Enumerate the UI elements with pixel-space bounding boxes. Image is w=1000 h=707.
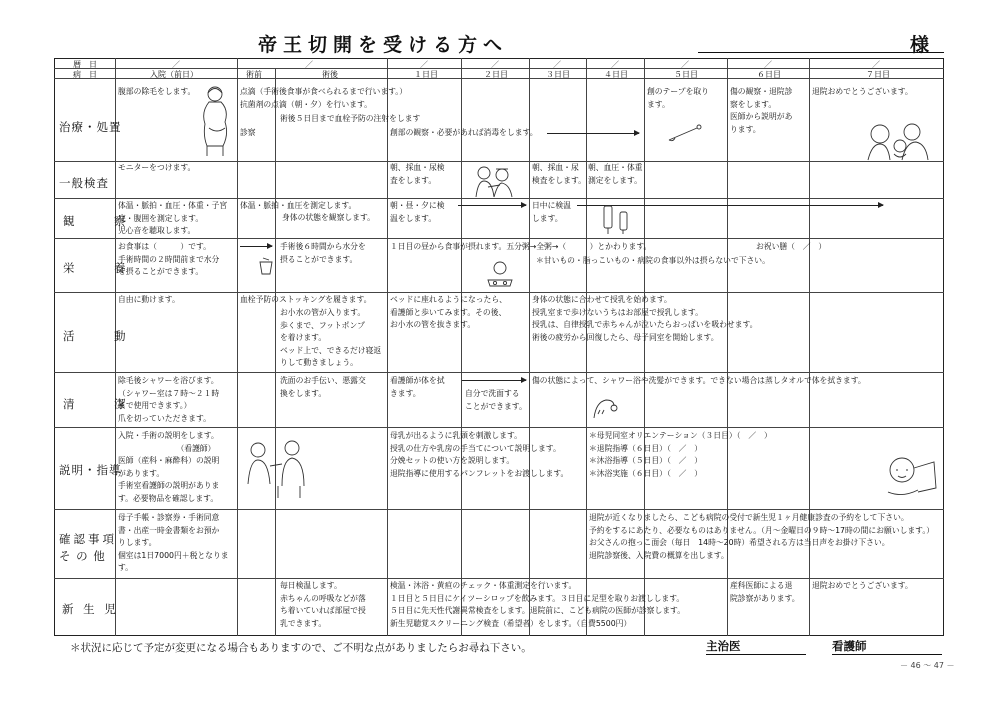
observation-admission-text: 体温・脈拍・血圧・体重・子宮 底・腹囲を測定します。 児心音を聴取します。: [118, 201, 228, 236]
continuation-arrow: [240, 246, 272, 247]
date-slash: ／: [491, 60, 499, 69]
column-divider: [387, 58, 388, 636]
column-divider: [529, 58, 530, 636]
doctor-explanation-illustration: [242, 436, 314, 500]
explanation-day1-text: 母乳が出るように乳頭を刺激します。 授乳の仕方や乳房の手当てについて説明します。 分娩セットの使い方を説明します。 退院指導に使用するパンフレットをお渡しします。: [390, 431, 569, 478]
category-observation: 観 察: [63, 214, 140, 228]
activity-preop-text: 血栓予防のストッキングを履きます。: [240, 295, 372, 304]
nutrition-admission-text: お食事は（ ）です。 手術時間の２時間前まで水分 を摂ることができます。: [118, 242, 220, 277]
row-divider: [54, 509, 944, 510]
date-slash: ／: [764, 60, 772, 69]
continuation-arrow: [547, 133, 639, 134]
nutrition-postop-text: 手術後６時間から水分を 摂ることができます。: [280, 242, 366, 264]
category-exam: 一般検査: [59, 176, 109, 190]
hygiene-day1-text: 看護師が体を拭 きます。: [390, 376, 445, 398]
footer-note: ＊状況に応じて予定が変更になる場合もありますので、ご不明な点がありましたらお尋ね下さい。: [70, 642, 532, 654]
thermometer-illustration: [665, 124, 705, 144]
treatment-preop-text: 診察: [240, 128, 256, 137]
nutrition-note: ＊甘いもの・脂っこいもの・病院の食事以外は摂らないで下さい。: [536, 256, 770, 265]
treatment-day7-text: 退院おめでとうございます。: [812, 87, 913, 96]
drip-infusion-illustration: [600, 204, 636, 236]
hygiene-postop-text: 洗面のお手伝い、悪露交 換をします。: [280, 376, 366, 398]
treatment-day1-text: 創部の観察・必要があれば消毒をします。: [390, 128, 538, 137]
cup-illustration: [258, 256, 274, 276]
hygiene-admission-text: 除毛後シャワーを浴びます。 （シャワー室は７時～２１時 まで使用できます。） 爪を切っていただきます。: [118, 376, 220, 423]
exam-admission-text: モニターをつけます。: [118, 163, 196, 172]
date-slash: ／: [681, 60, 689, 69]
column-divider: [461, 58, 462, 636]
day-6: ６日目: [757, 70, 781, 79]
row-divider: [54, 292, 944, 293]
newborn-baby-illustration: [878, 452, 940, 500]
category-nutrition: 栄 養: [63, 261, 140, 275]
treatment-admission-text: 腹部の除毛をします。: [118, 87, 196, 96]
pregnant-woman-illustration: [195, 84, 235, 158]
treatment-day6-text: 傷の観察・退院診 察をします。 医師から説明があ ります。: [730, 87, 793, 134]
observation-day3-text: 日中に検温 します。: [532, 201, 571, 223]
category-confirm: 確認事項: [59, 532, 117, 546]
treatment-day5-text: 創のテープを取り ます。: [647, 87, 709, 109]
day-7: ７日目: [866, 70, 890, 79]
day-preop: 術前: [246, 70, 262, 79]
day-1: １日目: [414, 70, 438, 79]
date-slash: ／: [553, 60, 561, 69]
column-divider: [586, 58, 587, 636]
row-divider: [54, 238, 944, 239]
day-postop: 術後: [322, 70, 338, 79]
row-divider: [54, 578, 944, 579]
explanation-admission-text: 入院・手術の説明をします。 （看護師） 医師（産科・麻酔科）の説明 があります。 手術室看護師の説明がありま す。必要物品を確認します。: [118, 431, 220, 503]
activity-postop-text: お小水の管が入ります。 歩くまで、フットポンプ を着けます。 ベッド上で、できるだけ寝返 りして動きましょう。: [280, 308, 382, 368]
newborn-day1-text: 検温・沐浴・黄疸のチェック・体重測定を行います。 １日目と５日目にケイツーシロップを飲みます。３日目に足型を取りお渡しします。 ５日目に先天性代謝異常検査をします。退院前に、こども病院の医師が診察します。 新生児聴覚スクリーニング検査（希望者）をします。（自費5500円）: [390, 581, 686, 628]
day-4: ４日目: [604, 70, 628, 79]
nurse-blood-test-illustration: [472, 163, 514, 198]
day-2: ２日目: [484, 70, 508, 79]
confirm-admission-text: 母子手帳・診察券・手術同意 書・出産一時金書類をお預か りします。 個室は1日7000円＋税となりま す。: [118, 513, 229, 573]
family-illustration: [860, 120, 936, 160]
category-explanation: 説明・指導: [59, 463, 122, 477]
doctor-signature-line: [706, 654, 806, 655]
date-slash: ／: [305, 60, 313, 69]
nutrition-day1-text: １日目の昼から食事が摂れます。五分粥→全粥→（ ）とかわります。: [390, 242, 652, 251]
date-slash: ／: [172, 60, 180, 69]
explanation-day4-text: ＊母児同室オリエンテーション（３日目）（ ／ ） ＊退院指導（６日目）（ ／ ） ＊沐浴指導（５日目）（ ／ ） ＊沐浴実施（６日目）（ ／ ）: [589, 431, 772, 478]
activity-admission-text: 自由に動けます。: [118, 295, 180, 304]
treatment-postop-text: 点滴（手術後食事が食べられるまで行います。） 抗菌剤の点滴（朝・夕）を行います。: [240, 87, 408, 109]
confirm-day4-text: 退院が近くなりましたら、こども病院の受付で新生児１ヶ月健康診査の予約をして下さい。 予約をするにあたり、必要なものはありません。（月～金曜日の９時～17時の間にお願いします。） お父さんの抱っこ面会（毎日 14時～20時）希望される方は当日声をお掛け下さい。 退院診察後、入院費の概算を出します。: [589, 513, 935, 560]
patient-name-line: [698, 52, 944, 53]
exam-day4-text: 朝、血圧・体重 測定をします。: [588, 163, 643, 185]
activity-day1-text: ベッドに座れるようになったら、 看護師と歩いてみます。その後、 お小水の管を抜きます。: [390, 295, 507, 330]
exam-day1-text: 朝、採血・尿検 査をします。: [390, 163, 445, 185]
newborn-day6-text: 産科医師による退 院診察があります。: [730, 581, 800, 603]
hygiene-day3-text: 傷の状態によって、シャワー浴や洗髪ができます。できない場合は蒸しタオルで体を拭きます。: [532, 376, 866, 385]
treatment-thrombosis-text: 術後５日目まで血栓予防の注射をします: [280, 114, 421, 123]
category-other: そ の 他: [59, 549, 106, 563]
newborn-postop-text: 毎日検温します。 赤ちゃんの呼吸などが落 ち着いていれば部屋で授 乳できます。: [280, 581, 366, 628]
date-slash: ／: [420, 60, 428, 69]
date-slash: ／: [872, 60, 880, 69]
nurse-signature-line: [832, 654, 942, 655]
patient-suffix: 様: [910, 34, 930, 56]
column-divider: [275, 68, 276, 636]
shower-illustration: [590, 394, 620, 422]
category-activity: 活 動: [63, 329, 140, 343]
column-divider: [237, 58, 238, 636]
row-divider: [54, 427, 944, 428]
observation-preop-text: 体温・脈拍・血圧を測定します。: [240, 201, 357, 210]
row-divider: [54, 198, 944, 199]
page-title: 帝王切開を受ける方へ: [258, 34, 509, 56]
day-admission: 入院（前日）: [150, 70, 198, 79]
category-hygiene: 清 潔: [63, 397, 140, 411]
hygiene-day2-text: 自分で洗面する ことができます。: [465, 389, 527, 411]
day-5: ５日目: [674, 70, 698, 79]
hospital-day-label: 病 日: [73, 70, 97, 79]
observation-day1-text: 朝・昼・夕に検 温をします。: [390, 201, 445, 223]
continuation-arrow: [458, 205, 526, 206]
calendar-date-label: 暦 日: [73, 60, 97, 69]
category-newborn: 新 生 児: [62, 602, 119, 616]
meal-tray-illustration: [484, 258, 516, 288]
activity-day3-text: 身体の状態に合わせて授乳を始めます。 授乳室まで歩けないうちはお部屋で授乳します。 授乳は、自律授乳で赤ちゃんが泣いたらおっぱいを吸わせます。 術後の疲労から回復したら、母子同室を開始します。: [532, 295, 758, 342]
column-divider: [115, 58, 116, 636]
nurse-signature-label: 看護師: [832, 639, 867, 653]
exam-day3-text: 朝、採血・尿 検査をします。: [532, 163, 586, 185]
day-3: ３日目: [546, 70, 570, 79]
page-number: － 46 ～ 47 －: [900, 661, 955, 670]
nutrition-celebration-meal: お祝い膳（ ／ ）: [756, 242, 827, 251]
category-treatment: 治療・処置: [59, 120, 122, 134]
row-divider: [54, 372, 944, 373]
continuation-arrow: [462, 380, 526, 381]
date-slash: ／: [611, 60, 619, 69]
newborn-day7-text: 退院おめでとうございます。: [812, 581, 913, 590]
doctor-signature-label: 主治医: [706, 639, 741, 653]
observation-postop-text: 身体の状態を観察します。: [282, 213, 375, 222]
